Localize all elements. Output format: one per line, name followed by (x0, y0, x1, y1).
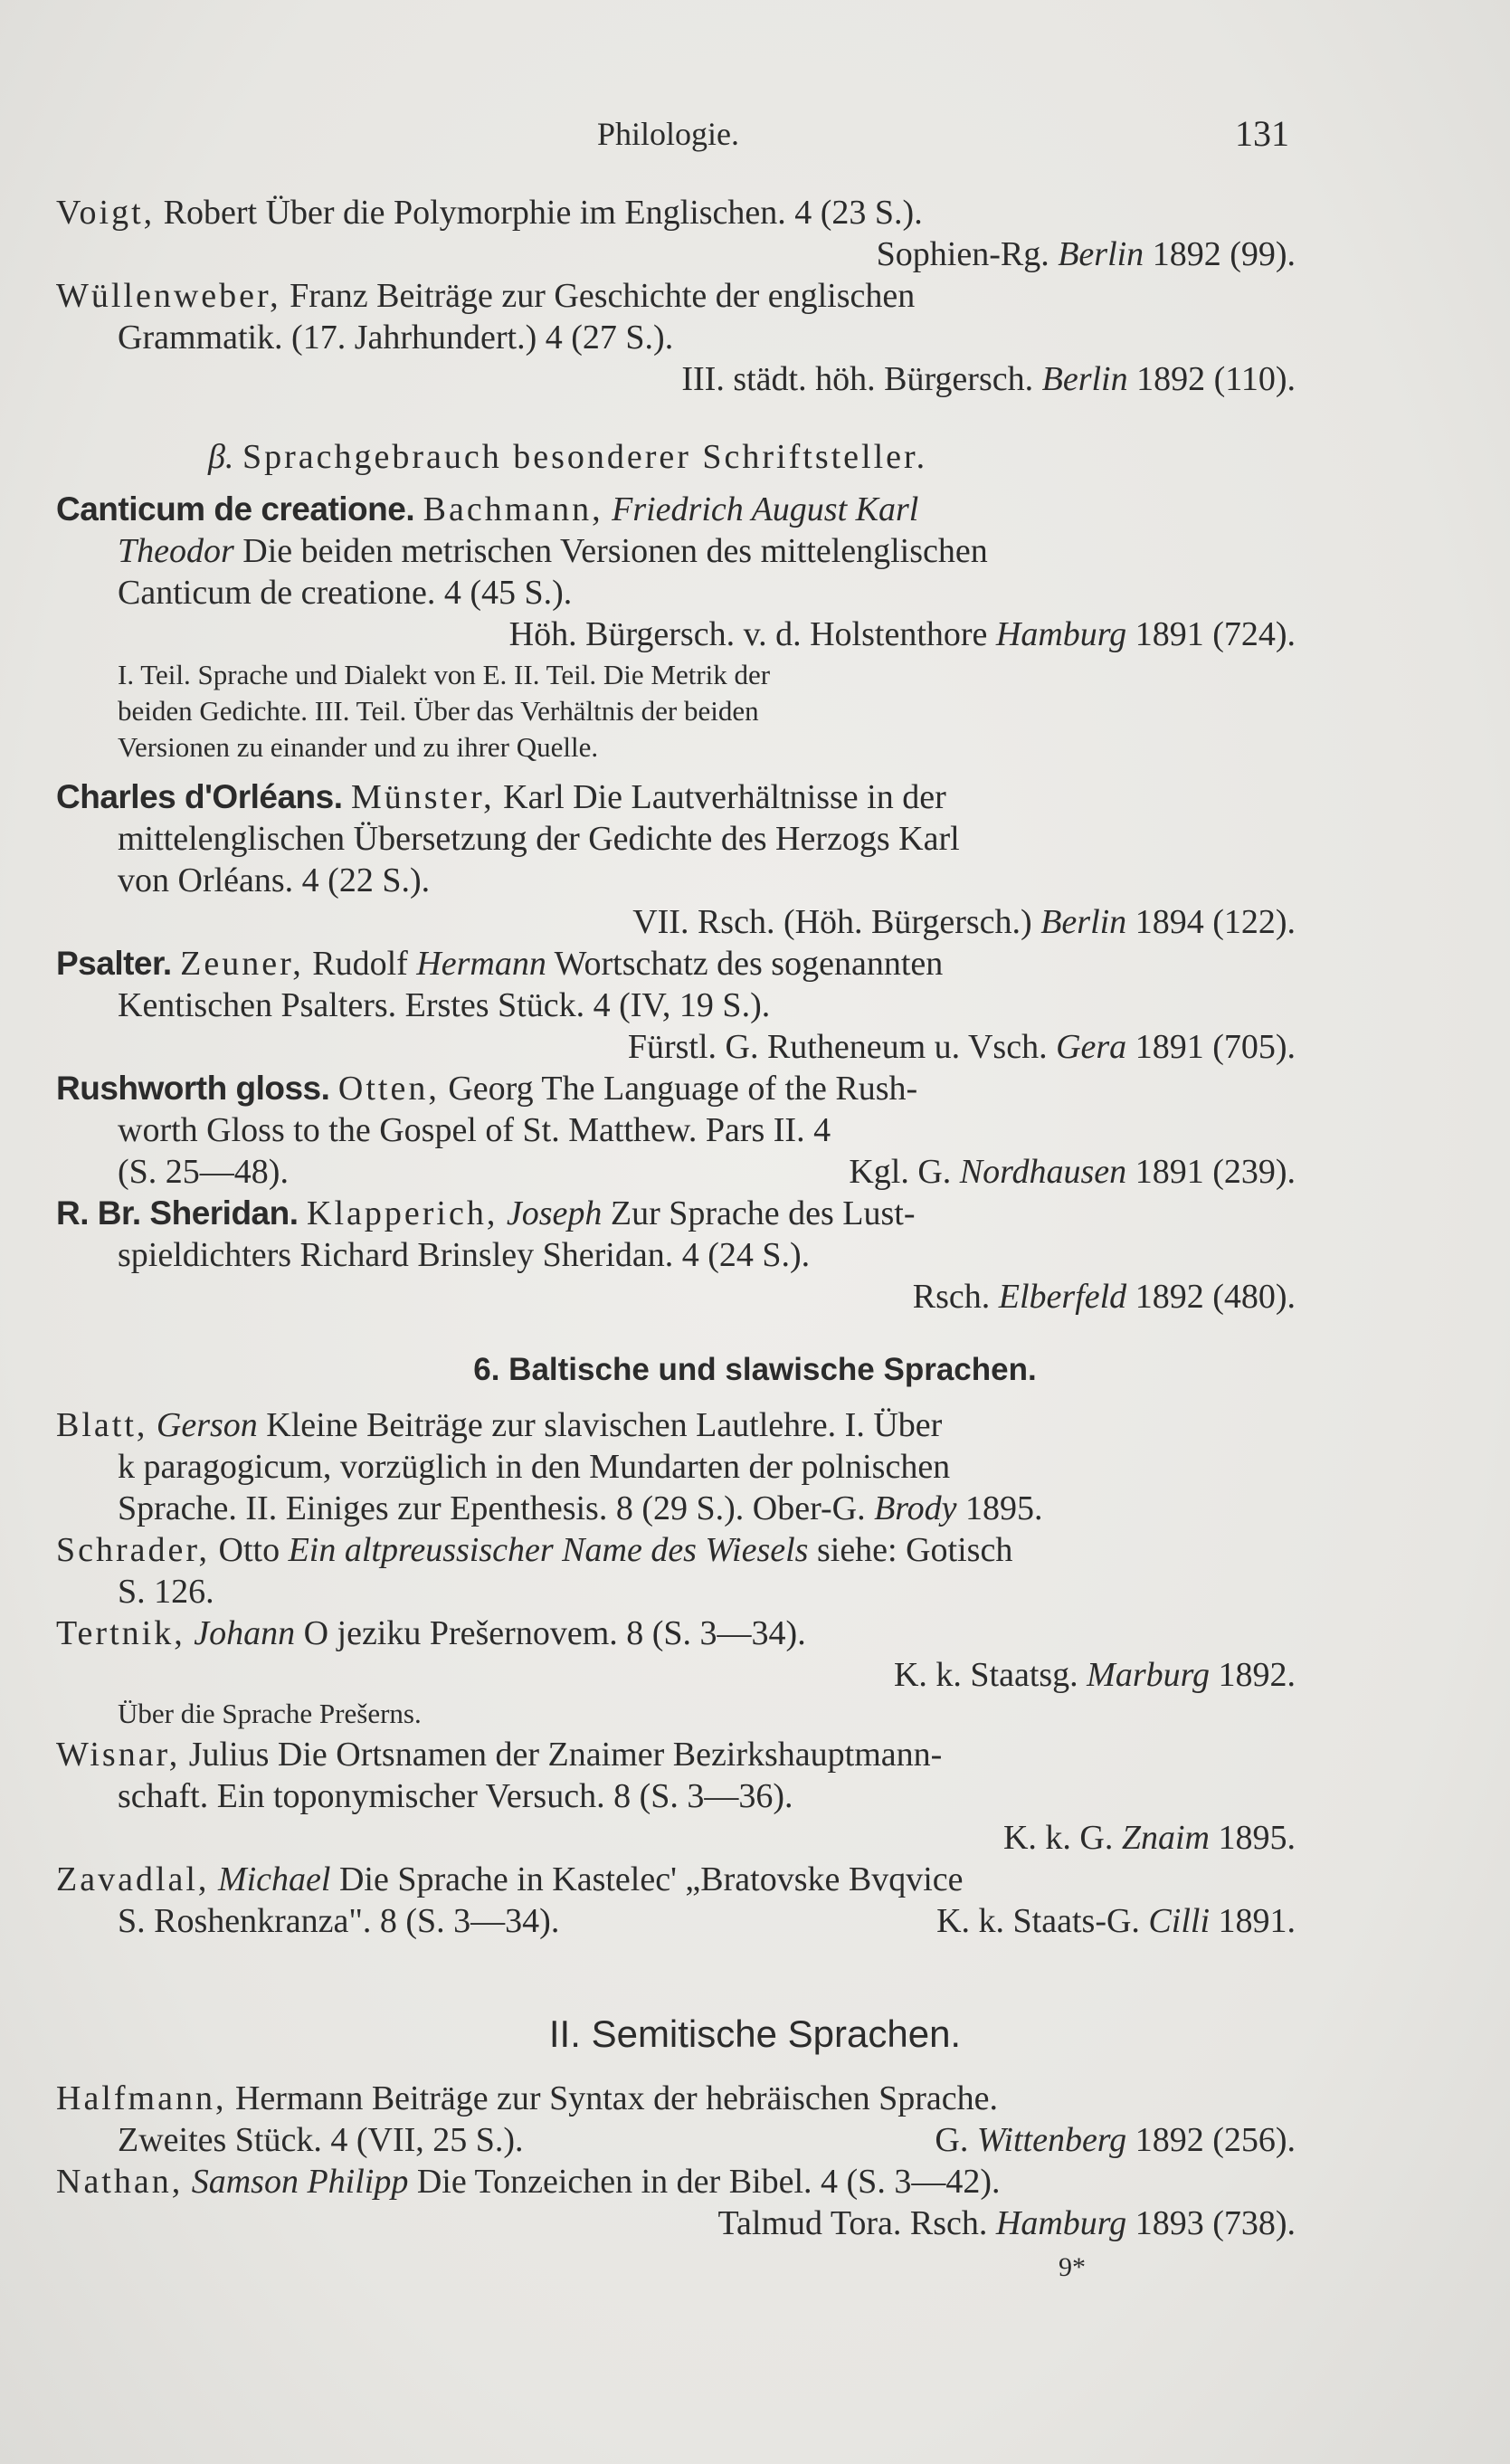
place-name: Brody (874, 1489, 957, 1527)
entry-blatt-line1: Blatt, Gerson Kleine Beiträge zur slavischen Lautlehre. I. Über (56, 1406, 943, 1444)
entry-blatt-line2: k paragogicum, vorzüglich in den Mundarten der polnischen (118, 1448, 951, 1486)
page-number: 131 (1235, 113, 1289, 154)
entry-voigt-line1: Voigt, Robert Über die Polymorphie im Englischen. 4 (23 S.). (56, 194, 923, 232)
subheading-beta: β. Sprachgebrauch besonderer Schriftsteller. (208, 438, 928, 476)
place-name: Wittenberg (976, 2121, 1127, 2159)
author-name: Tertnik, (56, 1614, 185, 1652)
entry-rushworth-line3: (S. 25—48). (118, 1153, 289, 1191)
entry-canticum-note1: I. Teil. Sprache und Dialekt von E. II. Teil. Die Metrik der (118, 659, 771, 690)
entry-tertnik-source: K. k. Staatsg. Marburg 1892. (893, 1656, 1296, 1694)
entry-charles-source: VII. Rsch. (Höh. Bürgersch.) Berlin 1894 (122). (632, 903, 1296, 941)
place-name: Nordhausen (959, 1153, 1127, 1191)
place-name: Elberfeld (998, 1278, 1127, 1316)
author-name: Schrader, (56, 1531, 211, 1569)
headword: Charles d'Orléans. (56, 778, 343, 815)
author-name: Zavadlal, (56, 1860, 210, 1898)
entry-tertnik-line1: Tertnik, Johann O jeziku Prešernovem. 8 (S. 3—34). (56, 1614, 806, 1652)
entry-zavadlal-source: K. k. Staats-G. Cilli 1891. (936, 1902, 1296, 1940)
entry-charles-line3: von Orléans. 4 (22 S.). (118, 861, 431, 899)
author-name: Otten, (337, 1070, 440, 1108)
entry-nathan-source: Talmud Tora. Rsch. Hamburg 1893 (738). (717, 2204, 1296, 2242)
entry-wisnar-source: K. k. G. Znaim 1895. (1002, 1819, 1296, 1857)
entry-charles-line1: Charles d'Orléans. Münster, Karl Die Lautverhältnisse in der (56, 778, 946, 816)
entry-halfmann-line1: Halfmann, Hermann Beiträge zur Syntax der hebräischen Sprache. (56, 2079, 999, 2117)
entry-sheridan-source: Rsch. Elberfeld 1892 (480). (912, 1278, 1296, 1316)
author-name: Münster, (350, 778, 495, 816)
author-name: Klapperich, (307, 1194, 499, 1232)
entry-wuellenweber-line1: Wüllenweber, Franz Beiträge zur Geschichte der englischen (56, 277, 916, 315)
running-header-title: Philologie. (597, 116, 740, 152)
headword: Rushworth gloss. (56, 1070, 330, 1107)
entry-psalter-line1: Psalter. Zeuner, Rudolf Hermann Wortschatz des sogenannten (56, 945, 944, 983)
headword: Canticum de creatione. (56, 490, 415, 528)
entry-charles-line2: mittelenglischen Übersetzung der Gedichte des Herzogs Karl (118, 820, 960, 858)
entry-schrader-line1: Schrader, Otto Ein altpreussischer Name des Wiesels siehe: Gotisch (56, 1531, 1013, 1569)
entry-blatt-line3: Sprache. II. Einiges zur Epenthesis. 8 (29 S.). Ober-G. Brody 1895. (118, 1489, 1043, 1527)
author-name: Bachmann, (423, 490, 603, 528)
entry-canticum-line3: Canticum de creatione. 4 (45 S.). (118, 574, 573, 612)
entry-schrader-line2: S. 126. (118, 1573, 214, 1611)
author-name: Wüllenweber, (56, 277, 281, 315)
place-name: Znaim (1121, 1819, 1210, 1857)
place-name: Berlin (1058, 235, 1144, 273)
entry-zavadlal-line2: S. Roshenkranza". 8 (S. 3—34). (118, 1902, 560, 1940)
entry-wuellenweber-source: III. städt. höh. Bürgersch. Berlin 1892 (110). (681, 360, 1296, 398)
author-name: Voigt, (56, 194, 156, 232)
entry-nathan-line1: Nathan, Samson Philipp Die Tonzeichen in der Bibel. 4 (S. 3—42). (56, 2163, 1001, 2201)
entry-wisnar-line1: Wisnar, Julius Die Ortsnamen der Znaimer Bezirkshauptmann- (56, 1736, 943, 1774)
entry-halfmann-source: G. Wittenberg 1892 (256). (935, 2121, 1296, 2159)
place-name: Gera (1056, 1028, 1127, 1066)
author-name: Zeuner, (180, 945, 304, 983)
headword: Psalter. (56, 945, 172, 982)
entry-sheridan-line1: R. Br. Sheridan. Klapperich, Joseph Zur Sprache des Lust- (56, 1194, 916, 1232)
entry-psalter-line2: Kentischen Psalters. Erstes Stück. 4 (IV, 19 S.). (118, 986, 771, 1024)
author-name: Nathan, (56, 2163, 184, 2201)
place-name: Berlin (1041, 360, 1128, 398)
entry-wisnar-line2: schaft. Ein toponymischer Versuch. 8 (S. 3—36). (118, 1777, 793, 1815)
entry-rushworth-line1: Rushworth gloss. Otten, Georg The Language of the Rush- (56, 1070, 918, 1108)
place-name: Hamburg (995, 615, 1127, 653)
entry-canticum-line1: Canticum de creatione. Bachmann, Friedrich August Karl (56, 490, 919, 528)
entry-canticum-note2: beiden Gedichte. III. Teil. Über das Verhältnis der beiden (118, 695, 759, 727)
author-name: Blatt, (56, 1406, 148, 1444)
entry-sheridan-line2: spieldichters Richard Brinsley Sheridan. 4 (24 S.). (118, 1236, 811, 1274)
place-name: Berlin (1040, 903, 1127, 941)
section-heading-6: 6. Baltische und slawische Sprachen. (473, 1352, 1037, 1387)
entry-psalter-source: Fürstl. G. Rutheneum u. Vsch. Gera 1891 (705). (627, 1028, 1296, 1066)
entry-voigt-source: Sophien-Rg. Berlin 1892 (99). (876, 235, 1296, 273)
entry-halfmann-line2: Zweites Stück. 4 (VII, 25 S.). (118, 2121, 524, 2159)
headword: R. Br. Sheridan. (56, 1194, 299, 1232)
entry-rushworth-source: Kgl. G. Nordhausen 1891 (239). (849, 1153, 1296, 1191)
entry-zavadlal-line1: Zavadlal, Michael Die Sprache in Kastelec' „Bratovske Bvqvice (56, 1860, 964, 1898)
entry-rushworth-line2: worth Gloss to the Gospel of St. Matthew. Pars II. 4 (118, 1111, 831, 1149)
entry-canticum-line2: Theodor Die beiden metrischen Versionen des mittelenglischen (118, 532, 988, 570)
section-heading-II: II. Semitische Sprachen. (548, 2012, 962, 2055)
entry-wuellenweber-line2: Grammatik. (17. Jahrhundert.) 4 (27 S.). (118, 319, 674, 357)
entry-tertnik-note: Über die Sprache Prešerns. (118, 1698, 422, 1729)
entry-canticum-source: Höh. Bürgersch. v. d. Holstenthore Hamburg 1891 (724). (508, 615, 1296, 653)
place-name: Marburg (1087, 1656, 1210, 1694)
place-name: Cilli (1148, 1902, 1210, 1940)
author-name: Halfmann, (56, 2079, 227, 2117)
author-name: Wisnar, (56, 1736, 181, 1774)
place-name: Hamburg (995, 2204, 1127, 2242)
entry-canticum-note3: Versionen zu einander und zu ihrer Quelle. (118, 731, 599, 763)
signature-mark: 9* (1059, 2252, 1086, 2282)
